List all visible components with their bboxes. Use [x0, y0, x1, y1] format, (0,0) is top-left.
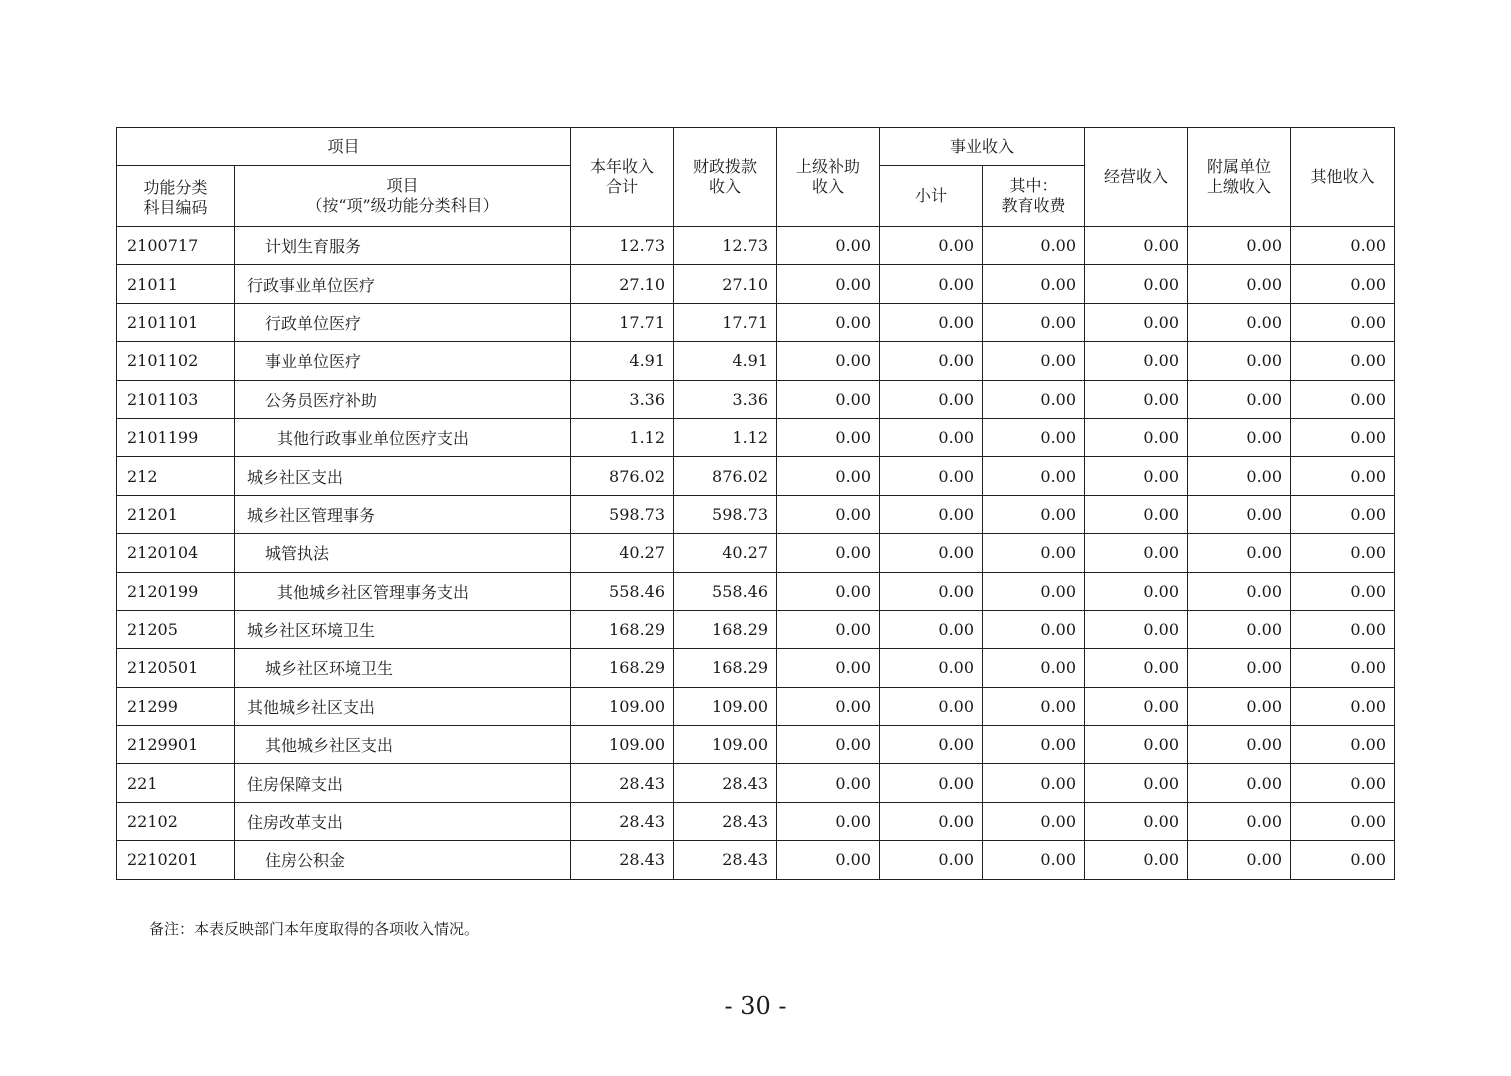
cell-edu: 0.00 [983, 649, 1085, 687]
cell-other: 0.00 [1291, 495, 1395, 533]
cell-superior: 0.00 [777, 610, 880, 648]
header-edu [983, 166, 1085, 227]
cell-other: 0.00 [1291, 303, 1395, 341]
cell-code: 21299 [117, 687, 235, 725]
cell-fiscal: 40.27 [674, 534, 777, 572]
header-operating: 经营收入 [1085, 128, 1188, 227]
table-row [117, 534, 1395, 572]
cell-other: 0.00 [1291, 418, 1395, 456]
cell-subtotal: 0.00 [880, 495, 983, 533]
header-total [571, 128, 674, 227]
cell-total: 168.29 [571, 610, 674, 648]
cell-superior: 0.00 [777, 534, 880, 572]
cell-superior: 0.00 [777, 802, 880, 840]
cell-operating: 0.00 [1085, 303, 1188, 341]
cell-operating: 0.00 [1085, 649, 1188, 687]
cell-subtotal: 0.00 [880, 802, 983, 840]
cell-other: 0.00 [1291, 764, 1395, 802]
cell-subtotal: 0.00 [880, 534, 983, 572]
cell-operating: 0.00 [1085, 534, 1188, 572]
cell-superior: 0.00 [777, 227, 880, 265]
header-affiliate-line1: 附属单位 [1207, 157, 1272, 176]
cell-edu: 0.00 [983, 457, 1085, 495]
cell-operating: 0.00 [1085, 380, 1188, 418]
cell-operating: 0.00 [1085, 726, 1188, 764]
cell-subtotal: 0.00 [880, 457, 983, 495]
cell-superior: 0.00 [777, 764, 880, 802]
cell-code: 2120104 [117, 534, 235, 572]
cell-operating: 0.00 [1085, 572, 1188, 610]
header-total-line2: 合计 [606, 177, 639, 196]
cell-affiliate: 0.00 [1188, 380, 1291, 418]
cell-item-name: 行政事业单位医疗 [235, 265, 571, 303]
cell-other: 0.00 [1291, 687, 1395, 725]
cell-affiliate: 0.00 [1188, 726, 1291, 764]
cell-code: 221 [117, 764, 235, 802]
header-business: 事业收入 [880, 128, 1085, 166]
cell-fiscal: 109.00 [674, 726, 777, 764]
cell-subtotal: 0.00 [880, 687, 983, 725]
cell-total: 168.29 [571, 649, 674, 687]
header-fiscal-line1: 财政拨款 [693, 157, 758, 176]
cell-item-name: 计划生育服务 [235, 227, 571, 265]
cell-code: 22102 [117, 802, 235, 840]
cell-item-name: 住房保障支出 [235, 764, 571, 802]
cell-total: 109.00 [571, 726, 674, 764]
header-item-line2: （按“项”级功能分类科目） [306, 196, 499, 215]
cell-fiscal: 558.46 [674, 572, 777, 610]
header-affiliate-line2: 上缴收入 [1207, 177, 1272, 196]
cell-superior: 0.00 [777, 649, 880, 687]
cell-other: 0.00 [1291, 572, 1395, 610]
table-row [117, 265, 1395, 303]
cell-edu: 0.00 [983, 495, 1085, 533]
cell-superior: 0.00 [777, 418, 880, 456]
table-row [117, 726, 1395, 764]
cell-subtotal: 0.00 [880, 342, 983, 380]
table-row [117, 610, 1395, 648]
cell-other: 0.00 [1291, 726, 1395, 764]
table-row [117, 303, 1395, 341]
cell-affiliate: 0.00 [1188, 687, 1291, 725]
cell-subtotal: 0.00 [880, 303, 983, 341]
cell-edu: 0.00 [983, 227, 1085, 265]
cell-affiliate: 0.00 [1188, 227, 1291, 265]
cell-total: 12.73 [571, 227, 674, 265]
table-row [117, 572, 1395, 610]
cell-fiscal: 17.71 [674, 303, 777, 341]
cell-edu: 0.00 [983, 418, 1085, 456]
cell-other: 0.00 [1291, 534, 1395, 572]
cell-edu: 0.00 [983, 764, 1085, 802]
cell-subtotal: 0.00 [880, 841, 983, 879]
header-subtotal: 小计 [880, 166, 983, 227]
cell-edu: 0.00 [983, 572, 1085, 610]
cell-item-name: 其他行政事业单位医疗支出 [235, 418, 571, 456]
cell-code: 2129901 [117, 726, 235, 764]
cell-operating: 0.00 [1085, 265, 1188, 303]
cell-superior: 0.00 [777, 457, 880, 495]
cell-subtotal: 0.00 [880, 418, 983, 456]
cell-edu: 0.00 [983, 380, 1085, 418]
cell-fiscal: 598.73 [674, 495, 777, 533]
cell-code: 21201 [117, 495, 235, 533]
cell-total: 876.02 [571, 457, 674, 495]
cell-fiscal: 109.00 [674, 687, 777, 725]
cell-other: 0.00 [1291, 380, 1395, 418]
header-superior-line1: 上级补助 [796, 157, 861, 176]
cell-edu: 0.00 [983, 303, 1085, 341]
cell-total: 28.43 [571, 802, 674, 840]
cell-edu: 0.00 [983, 342, 1085, 380]
cell-affiliate: 0.00 [1188, 495, 1291, 533]
cell-item-name: 其他城乡社区支出 [235, 726, 571, 764]
cell-superior: 0.00 [777, 342, 880, 380]
header-other: 其他收入 [1291, 128, 1395, 227]
cell-code: 2120199 [117, 572, 235, 610]
cell-other: 0.00 [1291, 610, 1395, 648]
cell-other: 0.00 [1291, 342, 1395, 380]
cell-item-name: 住房公积金 [235, 841, 571, 879]
cell-operating: 0.00 [1085, 802, 1188, 840]
cell-fiscal: 168.29 [674, 610, 777, 648]
cell-code: 2120501 [117, 649, 235, 687]
cell-code: 21205 [117, 610, 235, 648]
header-edu-line1: 其中： [1009, 176, 1058, 195]
cell-affiliate: 0.00 [1188, 265, 1291, 303]
table-row [117, 841, 1395, 879]
header-item [235, 166, 571, 227]
cell-fiscal: 876.02 [674, 457, 777, 495]
cell-other: 0.00 [1291, 227, 1395, 265]
cell-operating: 0.00 [1085, 227, 1188, 265]
cell-item-name: 行政单位医疗 [235, 303, 571, 341]
cell-affiliate: 0.00 [1188, 649, 1291, 687]
cell-affiliate: 0.00 [1188, 342, 1291, 380]
cell-item-name: 城乡社区环境卫生 [235, 649, 571, 687]
cell-code: 2101102 [117, 342, 235, 380]
table-row [117, 457, 1395, 495]
cell-operating: 0.00 [1085, 687, 1188, 725]
cell-superior: 0.00 [777, 572, 880, 610]
table-row [117, 380, 1395, 418]
cell-item-name: 城管执法 [235, 534, 571, 572]
header-edu-line2: 教育收费 [1001, 196, 1066, 215]
cell-superior: 0.00 [777, 303, 880, 341]
cell-affiliate: 0.00 [1188, 802, 1291, 840]
cell-code: 2100717 [117, 227, 235, 265]
cell-subtotal: 0.00 [880, 572, 983, 610]
cell-total: 40.27 [571, 534, 674, 572]
cell-item-name: 其他城乡社区管理事务支出 [235, 572, 571, 610]
table-row [117, 495, 1395, 533]
table-row [117, 802, 1395, 840]
cell-other: 0.00 [1291, 841, 1395, 879]
cell-fiscal: 4.91 [674, 342, 777, 380]
cell-superior: 0.00 [777, 687, 880, 725]
cell-item-name: 事业单位医疗 [235, 342, 571, 380]
cell-other: 0.00 [1291, 649, 1395, 687]
cell-edu: 0.00 [983, 726, 1085, 764]
header-fiscal [674, 128, 777, 227]
cell-affiliate: 0.00 [1188, 841, 1291, 879]
cell-subtotal: 0.00 [880, 726, 983, 764]
header-total-line1: 本年收入 [590, 157, 655, 176]
cell-affiliate: 0.00 [1188, 610, 1291, 648]
cell-code: 2101103 [117, 380, 235, 418]
header-func-code-line2: 科目编码 [143, 198, 208, 217]
header-superior-line2: 收入 [812, 177, 845, 196]
cell-item-name: 城乡社区管理事务 [235, 495, 571, 533]
cell-total: 3.36 [571, 380, 674, 418]
cell-subtotal: 0.00 [880, 380, 983, 418]
cell-edu: 0.00 [983, 802, 1085, 840]
cell-fiscal: 28.43 [674, 802, 777, 840]
cell-total: 1.12 [571, 418, 674, 456]
table-row [117, 764, 1395, 802]
cell-fiscal: 28.43 [674, 841, 777, 879]
cell-operating: 0.00 [1085, 457, 1188, 495]
header-item-line1: 项目 [386, 176, 419, 195]
cell-code: 2101199 [117, 418, 235, 456]
cell-fiscal: 12.73 [674, 227, 777, 265]
cell-item-name: 城乡社区环境卫生 [235, 610, 571, 648]
cell-subtotal: 0.00 [880, 265, 983, 303]
cell-code: 212 [117, 457, 235, 495]
cell-edu: 0.00 [983, 610, 1085, 648]
cell-operating: 0.00 [1085, 495, 1188, 533]
cell-affiliate: 0.00 [1188, 764, 1291, 802]
cell-other: 0.00 [1291, 457, 1395, 495]
cell-fiscal: 3.36 [674, 380, 777, 418]
cell-affiliate: 0.00 [1188, 303, 1291, 341]
cell-subtotal: 0.00 [880, 764, 983, 802]
cell-operating: 0.00 [1085, 610, 1188, 648]
cell-item-name: 其他城乡社区支出 [235, 687, 571, 725]
cell-other: 0.00 [1291, 802, 1395, 840]
cell-other: 0.00 [1291, 265, 1395, 303]
table-row [117, 687, 1395, 725]
table-row [117, 342, 1395, 380]
cell-edu: 0.00 [983, 687, 1085, 725]
header-affiliate [1188, 128, 1291, 227]
cell-operating: 0.00 [1085, 764, 1188, 802]
cell-fiscal: 27.10 [674, 265, 777, 303]
cell-code: 2101101 [117, 303, 235, 341]
cell-edu: 0.00 [983, 265, 1085, 303]
cell-total: 28.43 [571, 841, 674, 879]
cell-item-name: 公务员医疗补助 [235, 380, 571, 418]
table-row [117, 418, 1395, 456]
income-table-container [116, 127, 1394, 880]
header-func-code [117, 166, 235, 227]
table-note: 备注：本表反映部门本年度取得的各项收入情况。 [149, 920, 480, 938]
cell-affiliate: 0.00 [1188, 534, 1291, 572]
cell-edu: 0.00 [983, 534, 1085, 572]
cell-item-name: 城乡社区支出 [235, 457, 571, 495]
cell-superior: 0.00 [777, 841, 880, 879]
cell-affiliate: 0.00 [1188, 418, 1291, 456]
cell-item-name: 住房改革支出 [235, 802, 571, 840]
table-row [117, 227, 1395, 265]
table-body [117, 227, 1395, 880]
cell-fiscal: 1.12 [674, 418, 777, 456]
cell-subtotal: 0.00 [880, 227, 983, 265]
cell-subtotal: 0.00 [880, 610, 983, 648]
cell-code: 21011 [117, 265, 235, 303]
cell-total: 28.43 [571, 764, 674, 802]
cell-total: 27.10 [571, 265, 674, 303]
header-fiscal-line2: 收入 [709, 177, 742, 196]
cell-superior: 0.00 [777, 495, 880, 533]
cell-operating: 0.00 [1085, 841, 1188, 879]
header-project: 项目 [117, 128, 571, 166]
cell-fiscal: 168.29 [674, 649, 777, 687]
cell-edu: 0.00 [983, 841, 1085, 879]
cell-total: 558.46 [571, 572, 674, 610]
cell-superior: 0.00 [777, 380, 880, 418]
cell-total: 4.91 [571, 342, 674, 380]
cell-code: 2210201 [117, 841, 235, 879]
cell-fiscal: 28.43 [674, 764, 777, 802]
table-header [117, 128, 1395, 227]
header-superior [777, 128, 880, 227]
cell-total: 598.73 [571, 495, 674, 533]
cell-operating: 0.00 [1085, 418, 1188, 456]
cell-superior: 0.00 [777, 265, 880, 303]
cell-total: 109.00 [571, 687, 674, 725]
cell-affiliate: 0.00 [1188, 457, 1291, 495]
income-table [116, 127, 1395, 880]
cell-affiliate: 0.00 [1188, 572, 1291, 610]
table-row [117, 649, 1395, 687]
header-func-code-line1: 功能分类 [143, 178, 208, 197]
cell-total: 17.71 [571, 303, 674, 341]
page-number: - 30 - [724, 992, 787, 1020]
cell-superior: 0.00 [777, 726, 880, 764]
cell-operating: 0.00 [1085, 342, 1188, 380]
cell-subtotal: 0.00 [880, 649, 983, 687]
